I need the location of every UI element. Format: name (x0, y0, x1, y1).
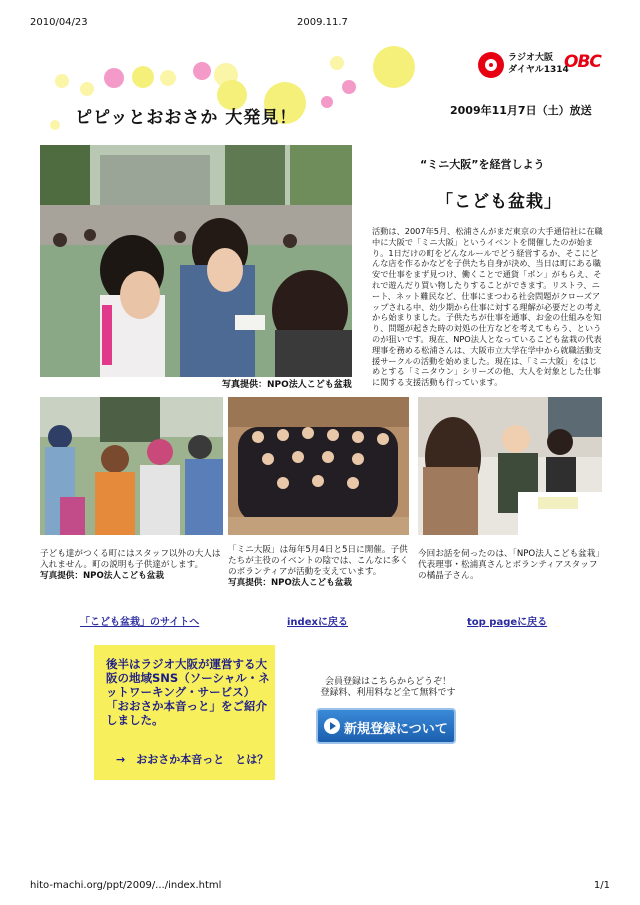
radio-logo-icon (478, 52, 504, 78)
sns-promo-box (94, 645, 275, 780)
main-photo-credit: 写真提供：NPO法人こども盆栽 (222, 380, 352, 390)
logo-brand: OBC (564, 52, 601, 72)
caption-2 (228, 545, 413, 589)
caption-3-text: 今回お話を伺ったのは、「NPO法人こども盆栽」代表理事・松浦真さんとボランティアスタッフの橘晶子さん。 (418, 549, 604, 581)
index-link[interactable]: indexに戻る (287, 617, 348, 628)
main-photo (40, 145, 352, 377)
caption-1-credit: 写真提供：NPO法人こども盆栽 (40, 571, 164, 581)
kodomo-bonsai-site-link[interactable]: 「こども盆栽」のサイトへ (80, 617, 200, 628)
play-arrow-icon (324, 718, 340, 734)
photo-children-town (40, 397, 223, 535)
print-url: hito-machi.org/ppt/2009/.../index.html (30, 880, 222, 891)
broadcast-date: 2009年11月7日（土）放送 (450, 104, 592, 117)
registration-line1: 会員登録はこちらからどうぞ！ (324, 677, 451, 687)
article-title: 「こども盆栽」 (436, 192, 562, 212)
caption-1 (40, 549, 223, 582)
photo-volunteers (228, 397, 409, 535)
caption-2-credit: 写真提供：NPO法人こども盆栽 (228, 578, 352, 588)
registration-line2: 登録料、利用料など全て無料です (320, 688, 456, 698)
new-registration-button[interactable] (316, 708, 456, 744)
caption-3 (418, 549, 604, 582)
print-date: 2010/04/23 (30, 17, 88, 28)
logo-line2: ダイヤル1314 (508, 65, 569, 75)
caption-2-text: 「ミニ大阪」は毎年5月4日と5日に開催。子供たちが主役のイベントの陰では、こんなに多くのボランティアが活動を支えています。 (228, 545, 409, 577)
obc-logo (478, 50, 608, 86)
caption-1-text: 子ども達がつくる町にはスタッフ以外の大人は入れません。町の説明も子供達がします。 (40, 549, 221, 570)
registration-note (318, 677, 458, 699)
logo-line1: ラジオ大阪 (508, 53, 554, 63)
program-title: ピピッとおおさか 大発見！ (75, 108, 298, 128)
honnetto-about-link[interactable]: → おおさか本音っと とは？ (116, 753, 269, 766)
article-body: 活動は、2007年5月、松浦さんがまだ東京の大手通信社に在職中に大阪で「ミニ大阪」というイベントを開催したのが始まり。1日だけの町をどんなルールでどう経営するか、そこにどんな店を作るかなどを子供たち自身が決め、当日は町にある職安で仕事をまず見つけ、働くことで通貨「ポン」がもらえ、それで遊んだり買い物したりすることができます。リストラ、ニート、ネット難民など、仕事にまつわる社会問題がクローズアップされる中、幼少期から仕事に対する理解が必要だとの考えから始まりました。子供たちが仕事を通事、お金の仕組みを知り、問題が起きた時の対処の仕方などを考えてもらう、というのが狙いです。現在、NPO法人となっているこども盆栽の代表理事を務める松浦さんは、大阪市立大学在学中から就職活動支援サークルの活動を始めました。現在は、「ミニ大阪」をはじめとする「ミニタウン」シリーズの他、大人を対象とした仕事に関する支援活動も行っています。 (372, 226, 603, 388)
print-title: 2009.11.7 (297, 17, 348, 28)
top-page-link[interactable]: top pageに戻る (467, 617, 548, 628)
registration-button-label: 新規登録について (344, 722, 448, 737)
photo-interview (418, 397, 602, 535)
print-page-number: 1/1 (593, 880, 610, 891)
article-subtitle: “ミニ大阪”を経営しよう (420, 158, 545, 171)
sns-description: 後半はラジオ大阪が運営する大阪の地域SNS（ソーシャル・ネットワーキング・サービス）「おおさか本音っと」をご紹介しました。 (106, 657, 270, 727)
